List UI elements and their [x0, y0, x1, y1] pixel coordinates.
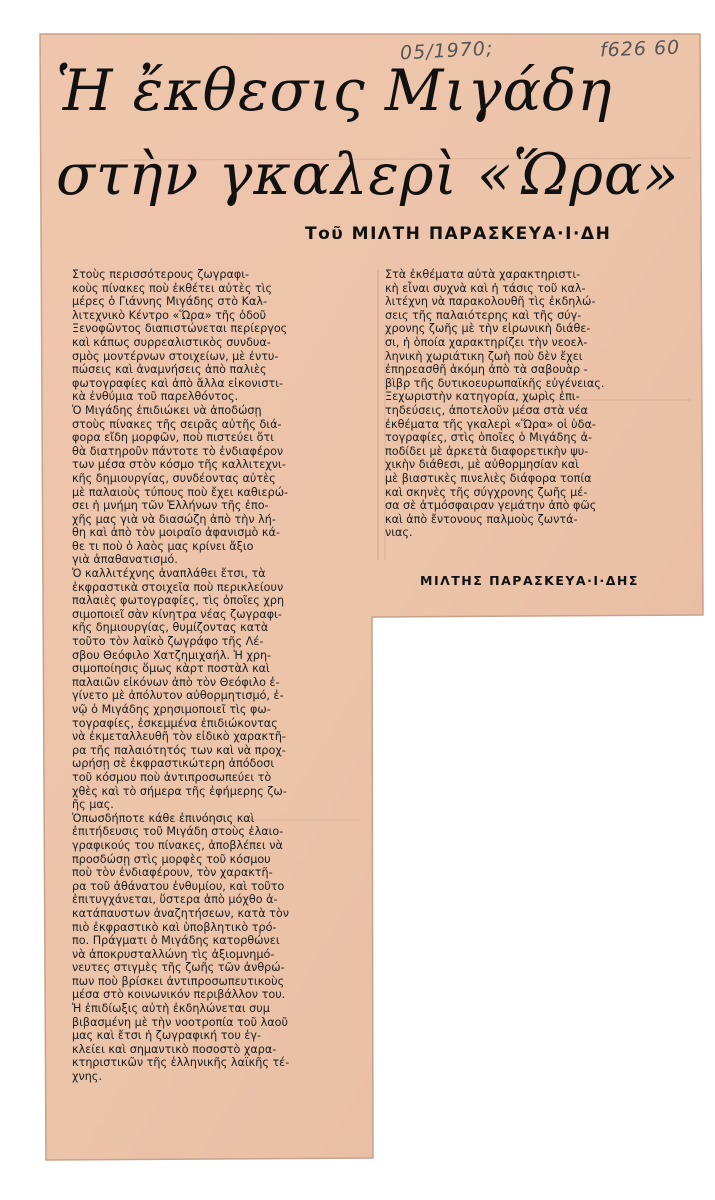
article-line: σεις τῆς παλαιότερης καὶ τῆς σύγ- — [385, 308, 582, 322]
article-line: Ἡ ἐπιδίωξις αὐτὴ ἐκδηλώνεται συμ — [72, 1002, 270, 1016]
article-left-column — [72, 268, 370, 1084]
article-line: κῆς δημιουργίας, συνδέοντας αὐτὲς — [72, 471, 276, 485]
article-line: προσδώσῃ στὶς μορφὲς τοῦ κόσμου — [72, 852, 271, 866]
article-line: σμὸς μοντέρνων στοιχείων, μὲ ἐντυ- — [72, 349, 279, 363]
article-line: Ὁ Μιγάδης ἐπιδιώκει νὰ ἀποδώσῃ — [72, 403, 262, 417]
article-line: παλαιὲς φωτογραφίες, τὶς ὁποῖες χρη — [72, 594, 285, 608]
article-line: τοῦτο τὸν λαϊκὸ ζωγράφο τῆς Λέ- — [72, 635, 264, 649]
handwritten-reference-note: f626 60 — [599, 36, 681, 62]
article-line: νευτες στιγμὲς τῆς ζωῆς τῶν ἀνθρώ- — [72, 961, 285, 975]
article-line: ἐκφραστικὰ στοιχεῖα ποὺ περικλείουν — [72, 580, 284, 594]
article-line: χικὴν διάθεσι, μὲ αὐθορμησίαν καὶ — [385, 458, 580, 472]
article-line: σει ἡ μνήμη τῶν Ἑλλήνων τῆς ἐπο- — [72, 499, 269, 513]
article-line: ρα τῆς παλαιότητός των καὶ νὰ προχ- — [72, 743, 286, 757]
article-line: Ξεχωριστὴν κατηγορία, χωρὶς ἐπι- — [385, 390, 580, 404]
article-line: Στὰ ἐκθέματα αὐτὰ χαρακτηριστι- — [385, 268, 581, 281]
article-line: τοῦ κόσμου ποὺ ἀντιπροσωπεύει τὸ — [72, 770, 272, 784]
article-line: τηδεύσεις, ἀποτελοῦν μέσα στὰ νέα — [385, 403, 588, 417]
article-line: σι, ἡ ὁποία χαρακτηρίζει τὴν νεοελ- — [385, 335, 588, 349]
handwritten-date-note: 05/1970; — [399, 37, 494, 65]
article-line: Ὁ καλλιτέχνης ἀναπλάθει ἔτσι, τὰ — [72, 567, 266, 581]
article-line: θη καὶ ἀπὸ τὸν μοιραῖο ἀφανισμὸ κά- — [72, 526, 280, 540]
headline-line-2: στὴν γκαλερὶ «Ὥρα» — [56, 142, 680, 208]
article-line: χρονης ζωῆς μὲ τὴν εἰρωνικὴ διάθε- — [385, 322, 591, 336]
article-line: νὰ ἀποκρυσταλλώνη τὶς ἀξιομνημό- — [72, 947, 275, 961]
article-line: ῆς μας. — [72, 798, 114, 812]
article-line: θε τι ποὺ ὁ λαὸς μας κρίνει ἄξιο — [72, 539, 254, 553]
article-line: κλείει καὶ σημαντικὸ ποσοστὸ χαρα- — [72, 1042, 277, 1056]
article-line: ἐπηρεασθῆ ἀκόμη ἀπὸ τὰ σαβουὰρ - — [385, 363, 588, 377]
article-line: ποδίδει μὲ ἀρκετὰ διαφορετικὴν ψυ- — [385, 444, 589, 458]
article-line: τογραφίες, ἐσκεμμένα ἐπιδιώκοντας — [72, 716, 278, 730]
article-line: των μέσα στὸν κόσμο τῆς καλλιτεχνι- — [72, 458, 286, 472]
article-line: κατάπαυστων ἀναζητήσεων, κατὰ τὸν — [72, 906, 289, 920]
article-line: λιτέχνη νὰ παρακολουθῆ τὶς ἐκδηλώ- — [385, 295, 596, 309]
article-line: φωτογραφίες καὶ ἀπὸ ἄλλα εἰκονιστι- — [72, 376, 284, 390]
article-line: χθὲς καὶ τὸ σήμερα τῆς ἐφήμερης ζω- — [72, 784, 287, 798]
article-line: γιὰ ἀπαθανατισμό. — [72, 553, 178, 567]
article-line: τογραφίες, στὶς ὁποῖες ὁ Μιγάδης ἀ- — [385, 431, 592, 445]
article-line: Ξενοφῶντος διαπιστώνεται περίεργος — [72, 322, 288, 336]
article-line: κτηριστικῶν τῆς ἑλληνικῆς λαϊκῆς τέ- — [72, 1056, 290, 1070]
article-line: πο. Πράγματι ὁ Μιγάδης κατορθώνει — [72, 934, 280, 948]
article-line: κῆς δημιουργίας, θυμίζοντας κατὰ — [72, 621, 269, 635]
article-line: γίνετο μὲ ἀπόλυτον αὐθορμητισμό, ἐ- — [72, 689, 284, 703]
article-line: πιὸ ἐκφραστικὸ καὶ ὑποβλητικὸ τρό- — [72, 920, 277, 934]
article-line: μέρες ὁ Γιάννης Μιγάδης στὸ Καλ- — [72, 295, 268, 309]
article-line: χῆς μας γιὰ νὰ διασώζη ἀπὸ τὴν λή- — [72, 512, 276, 526]
article-line: ληνικὴ χωριάτικη ζωὴ ποὺ δὲν ἔχει — [385, 349, 583, 363]
article-line: ἐπιτήδευσις τοῦ Μιγάδη στοὺς ἐλαιο- — [72, 825, 284, 839]
article-line: σα σὲ ἀτμόσφαιραν γεμάτην ἀπὸ φῶς — [385, 499, 597, 513]
article-line: κὰ ἐνθύμια τοῦ παρελθόντος. — [72, 390, 239, 404]
author-signature: ΜΙΛΤΗΣ ΠΑΡΑΣΚΕΥΑ·Ι·ΔΗΣ — [420, 573, 639, 588]
article-line: ωρήσῃ σὲ ἐκφραστικώτερη ἀπόδοσι — [72, 757, 275, 771]
article-line: νιας. — [385, 526, 413, 540]
article-right-column — [385, 268, 685, 540]
article-line: λιτεχνικὸ Κέντρο «Ὥρα» τῆς ὁδοῦ — [72, 308, 267, 322]
article-line: βὶβρ τῆς δυτικοευρωπαϊκῆς εὐγένειας. — [385, 376, 605, 390]
article-line: πων ποὺ βρίσκει ἀντιπροσωπευτικοὺς — [72, 974, 285, 988]
headline-line-1: Ἡ ἔκθεσις Μιγάδη — [56, 58, 613, 124]
article-line: μὲ βιαστικὲς πινελιὲς διάφορα τοπία — [385, 471, 592, 485]
article-line: νῷ ὁ Μιγάδης χρησιμοποιεῖ τὶς φω- — [72, 703, 271, 716]
article-line: καὶ σκηνὲς τῆς σύγχρονης ζωῆς μέ- — [385, 485, 588, 499]
article-line: στοὺς πίνακες τῆς σειρᾶς αὐτῆς διά- — [72, 417, 282, 431]
article-line: Ὁπωσδήποτε κάθε ἐπινόησις καὶ — [72, 811, 255, 825]
byline: Τοῦ ΜΙΛΤΗ ΠΑΡΑΣΚΕΥΑ·Ι·ΔΗ — [305, 224, 612, 244]
article-line: σιμοποιεῖ σὰν κίνητρα νέας ζωγραφι- — [72, 607, 282, 621]
article-line: νὰ ἐκμεταλλευθῆ τὸν εἰδικὸ χαρακτῆ- — [72, 730, 286, 744]
article-line: κὴ εἶναι συχνὰ καὶ ἡ τάσις τοῦ καλ- — [385, 281, 586, 295]
article-line: βιβασμένη μὲ τὴν νοοτροπία τοῦ λαοῦ — [72, 1015, 288, 1029]
article-line: μας καὶ ἔτσι ἡ ζωγραφική του ἐγ- — [72, 1029, 262, 1043]
article-line: γραφικούς του πίνακες, ἀποβλέπει νὰ — [72, 838, 283, 852]
article-line: ρα τοῦ ἀθάνατου ἐνθυμίου, καὶ τοῦτο — [72, 879, 285, 893]
article-line: μέσα στὸ κοινωνικόν περιβάλλον του. — [72, 988, 286, 1002]
article-line: ποὺ τὸν ἐνδιαφέρουν, τὸν χαρακτῆ- — [72, 866, 273, 880]
article-line: χνης. — [72, 1070, 102, 1084]
article-line: ἐκθέματα τῆς γκαλερὶ «Ὥρα» οἱ ὑδα- — [385, 417, 596, 431]
article-line: πώσεις καὶ ἀναμνήσεις ἀπὸ παλιὲς — [72, 363, 267, 377]
article-line: κοὺς πίνακες ποὺ ἐκθέτει αὐτὲς τὶς — [72, 281, 273, 295]
article-line: σιμοποίησις ὅμως κὰρτ ποστὰλ καὶ — [72, 662, 270, 676]
article-line: μὲ παλαιοὺς τύπους ποὺ ἔχει καθιερώ- — [72, 485, 289, 499]
article-line: ἐπιτυγχάνεται, ὕστερα ἀπὸ μόχθο ἀ- — [72, 893, 278, 907]
article-line: παλαιῶν εἰκόνων ἀπὸ τὸν Θεόφιλο ἐ- — [72, 675, 280, 689]
article-line: φορα εἴδη μορφῶν, ποὺ πιστεύει ὅτι — [72, 431, 274, 445]
article-line: θὰ διατηροῦν πάντοτε τὸ ἐνδιαφέρον — [72, 444, 284, 458]
article-line: σβου Θεόφιλο Χατζημιχαήλ. Ἡ χρη- — [72, 648, 272, 662]
article-line: καὶ κάπως συρρεαλιστικὸς συνδυα- — [72, 335, 271, 349]
article-line: Στοὺς περισσότερους ζωγραφι- — [72, 268, 250, 281]
article-line: καὶ ἀπὸ ἔντονους παλμοὺς ζωντά- — [385, 512, 578, 526]
